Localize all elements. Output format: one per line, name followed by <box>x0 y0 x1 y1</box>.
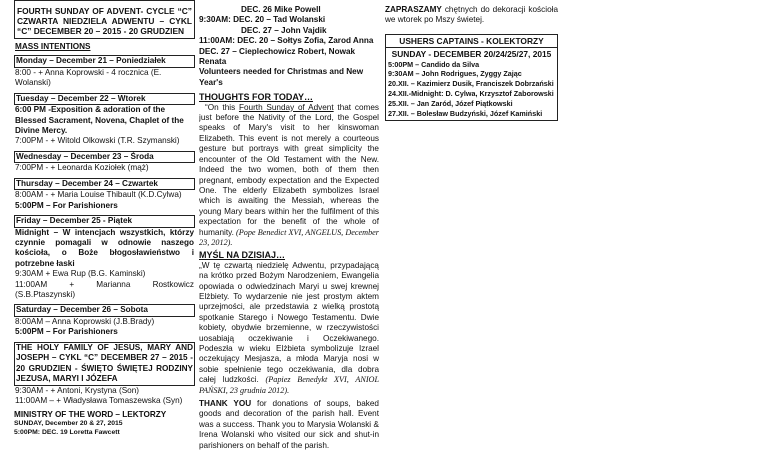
mass-entry: 9:30AM - + Antoni, Krystyna (Son) <box>15 385 140 395</box>
lectors-subtitle: SUNDAY, December 20 & 27, 2015 <box>14 419 123 427</box>
middle-column <box>199 0 379 466</box>
mass-entry: 8:00AM – Anna Koprowski (J.B.Brady) <box>15 316 155 326</box>
lector-line: DEC. 27 – Cieplechowicz Robert, Nowak Renata <box>199 46 356 67</box>
left-column <box>14 0 195 466</box>
thoughts-title: THOUGHTS FOR TODAY… <box>199 92 314 103</box>
usher-line: 9:30AM – John Rodrigues, Zyggy Zając <box>388 69 522 79</box>
usher-line: 20.XII. – Kazimierz Dusik, Franciszek Dobrzański <box>388 79 554 89</box>
mass-entry: 8:00AM - + Maria Louise Thibault (K.D.Cylwa) <box>15 190 182 200</box>
thoughts-text: “On this Fourth Sunday of Advent that comes just before the Nativity of the Lord, the Gospel speaks of Mary's visit to her kinswoman Elizabeth. This event is not merely a courteous gesture but portrays with great simplicity the encounter of the Old Testament with the New. Indeed the two women, both of them then pregnant, embody expectation and the Expected One. The elderly Elizabeth symbolizes Israel which is awaiting the Messiah, whereas the young Mary bears within her the fulfilment of this expectation for the benefit of the whole of humanity. (Pope Benedict XVI, ANGELUS, December 23, 2012). <box>199 102 379 247</box>
ushers-title: USHERS CAPTAINS - KOLEKTORZY <box>386 35 557 48</box>
mass-entry: 5:00PM – For Parishioners <box>15 327 118 337</box>
day-wednesday: Wednesday – December 23 – Środa <box>14 151 195 164</box>
usher-line: 27.XII. – Bolesław Budzyński, Józef Kamiński <box>388 108 543 118</box>
lector-line: 11:00AM: DEC. 20 – Sołtys Zofia, Zarod Anna <box>199 36 374 46</box>
mass-entry: Midnight – W intencjach wszystkich, którzy czynnie pomagali w odnowie naszego kościoła, o Boże błogosławieństwo i potrzebne łaski <box>15 227 194 268</box>
mysl-text: „W tę czwartą niedzielę Adwentu, przypadającą na krótko przed Bożym Narodzeniem, Ewangelia opowiada o odwiedzinach Maryi u swej krewnej Elżbiety. To wydarzenie nie jest prostym aktem uprzejmości, ale przedstawia z wielką prostotą spotkanie Starego i Nowego Testamentu. Dwie kobiety, obydwie brzemienne, w rzeczywistości uosabiają oczekiwanie i Oczekiwanego. Podeszła w wieku Elżbieta symbolizuje Izrael oczekujący Mesjasza, a młoda Maryja nosi w sobie spełnienie tego oczekiwania, dla dobra całej ludzkości. (Papiez Benedykt XVI, ANIOL PAŃSKI, 23 grudnia 2012). <box>199 260 379 395</box>
bulletin-header: FOURTH SUNDAY OF ADVENT- CYCLE “C” CZWARTA NIEDZIELA ADWENTU – CYKL “C” DECEMBER 20 – 2015 - 20 GRUDZIEN <box>14 0 195 39</box>
day-tuesday: Tuesday – December 22 – Wtorek <box>14 93 195 106</box>
lectors-title: MINISTRY OF THE WORD – LEKTORZY <box>14 409 167 419</box>
mass-entry: 11:00AM + Marianna Rostkowicz (S.B.Ptaszynski) <box>15 279 194 299</box>
mass-entry: 7:00PM - + Leonarda Koziołek (mąż) <box>15 163 149 173</box>
mass-entry: 8:00 - + Anna Koprowski - 4 rocznica (E. Wolanski) <box>15 67 162 88</box>
usher-line: 5:00PM – Candido da Silva <box>388 59 480 69</box>
day-saturday: Saturday – December 26 – Sobota <box>14 304 195 317</box>
volunteers-note: Volunteers needed for Christmas and New Year's <box>199 67 364 87</box>
ushers-box <box>385 34 558 122</box>
mass-entry: 9:30AM + Ewa Rup (B.G. Kaminski) <box>15 269 146 279</box>
lector-line: DEC. 26 Mike Powell <box>241 5 321 14</box>
day-monday: Monday – December 21 – Poniedziałek <box>14 55 195 68</box>
day-holy-family: THE HOLY FAMILY OF JESUS, MARY AND JOSEPH – CYKL “C” DECEMBER 27 – 2015 - 20 GRUDZIEN - ŚWIĘTO ŚWIĘTEJ RODZINY JEZUSA, MARYI I JÓZEFA <box>14 342 195 386</box>
lector-line: DEC. 27 – John Vajdik <box>241 25 327 35</box>
day-friday: Friday – December 25 - Piątek <box>14 215 195 228</box>
mass-entry: 5:00PM – For Parishioners <box>15 200 118 210</box>
mysl-title: MYŚL NA DZISIAJ… <box>199 250 286 261</box>
mass-entry: 6:00 PM -Exposition & adoration of the Blessed Sacrament, Novena, Chaplet of the Divine Mercy. <box>15 105 184 136</box>
usher-line: 24.XII.-Midnight: D. Cylwa, Krzysztof Zaborowski <box>388 89 554 99</box>
lector-line: 9:30AM: DEC. 20 – Tad Wolanski <box>199 15 326 25</box>
right-column <box>385 0 757 466</box>
zapraszamy-text: ZAPRASZAMY chętnych do dekoracji kościoła we wtorek po Mszy świetej. <box>385 5 558 25</box>
mass-intentions-title: MASS INTENTIONS <box>15 42 91 51</box>
mass-entry: 7:00PM - + Witold Olkowski (T.R. Szymanski) <box>15 136 180 146</box>
day-thursday: Thursday – December 24 – Czwartek <box>14 178 195 191</box>
ushers-subtitle: SUNDAY - DECEMBER 20/24/25/27, 2015 <box>391 49 552 60</box>
thanks-text: THANK YOU for donations of soups, baked goods and decoration of the parish hall. Event was a success. Thank you to Marysia Wolanski & Irena Wolanski who visited our sick and shut-in parishioners on behalf of the parish. <box>199 399 379 450</box>
lectors-first: 5:00PM: DEC. 19 Loretta Fawcett <box>14 428 120 436</box>
usher-line: 25.XII. – Jan Zaród, Józef Piątkowski <box>388 98 513 108</box>
mass-entry: 11:00AM – + Władysława Tomaszewska (Syn) <box>15 396 183 406</box>
